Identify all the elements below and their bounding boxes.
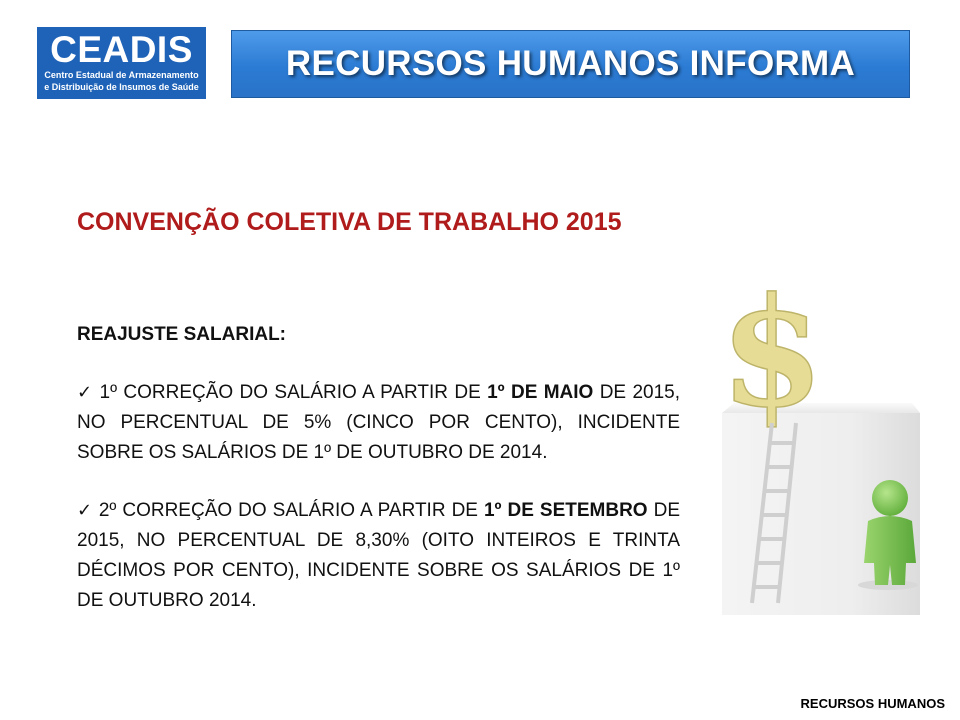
item-2-text-post: DE 2015, NO PERCENTUAL DE 8,30% (OITO INTEIROS E TRINTA DÉCIMOS POR CENTO), INCIDENTE SOBRE OS SALÁRIOS DE 1º DE OUTUBRO 2014.	[77, 500, 680, 611]
content-body	[77, 320, 680, 644]
ceadis-logo	[37, 27, 206, 99]
logo-subtitle-line1: Centro Estadual de Armazenamento	[44, 70, 199, 80]
banner-title: RECURSOS HUMANOS INFORMA	[285, 44, 856, 83]
correction-item-2	[77, 496, 680, 616]
item-2-text-pre: 2º CORREÇÃO DO SALÁRIO A PARTIR DE	[92, 500, 484, 521]
item-1-text-post: DE 2015, NO PERCENTUAL DE 5% (CINCO POR CENTO), INCIDENTE SOBRE OS SALÁRIOS DE 1º DE OUTUBRO DE 2014.	[77, 382, 681, 463]
page-heading: CONVENÇÃO COLETIVA DE TRABALHO 2015	[77, 208, 622, 236]
correction-item-1	[77, 378, 680, 468]
section-title: REAJUSTE SALARIAL:	[77, 324, 287, 345]
item-2-date: 1º DE SETEMBRO	[483, 500, 648, 521]
checkmark-icon: ✓	[77, 382, 94, 403]
logo-subtitle-line2: e Distribuição de Insumos de Saúde	[44, 82, 199, 92]
item-1-text-pre: 1º CORREÇÃO DO SALÁRIO A PARTIR DE	[93, 382, 488, 403]
dollar-ladder-person-image	[722, 285, 922, 615]
logo-name: CEADIS	[50, 29, 193, 70]
dollar-sign-icon: $	[722, 285, 825, 441]
title-banner	[231, 30, 910, 98]
salary-illustration	[722, 285, 922, 615]
checkmark-icon: ✓	[77, 500, 93, 521]
footer-label: RECURSOS HUMANOS	[800, 696, 945, 711]
item-1-date: 1º DE MAIO	[487, 382, 594, 403]
